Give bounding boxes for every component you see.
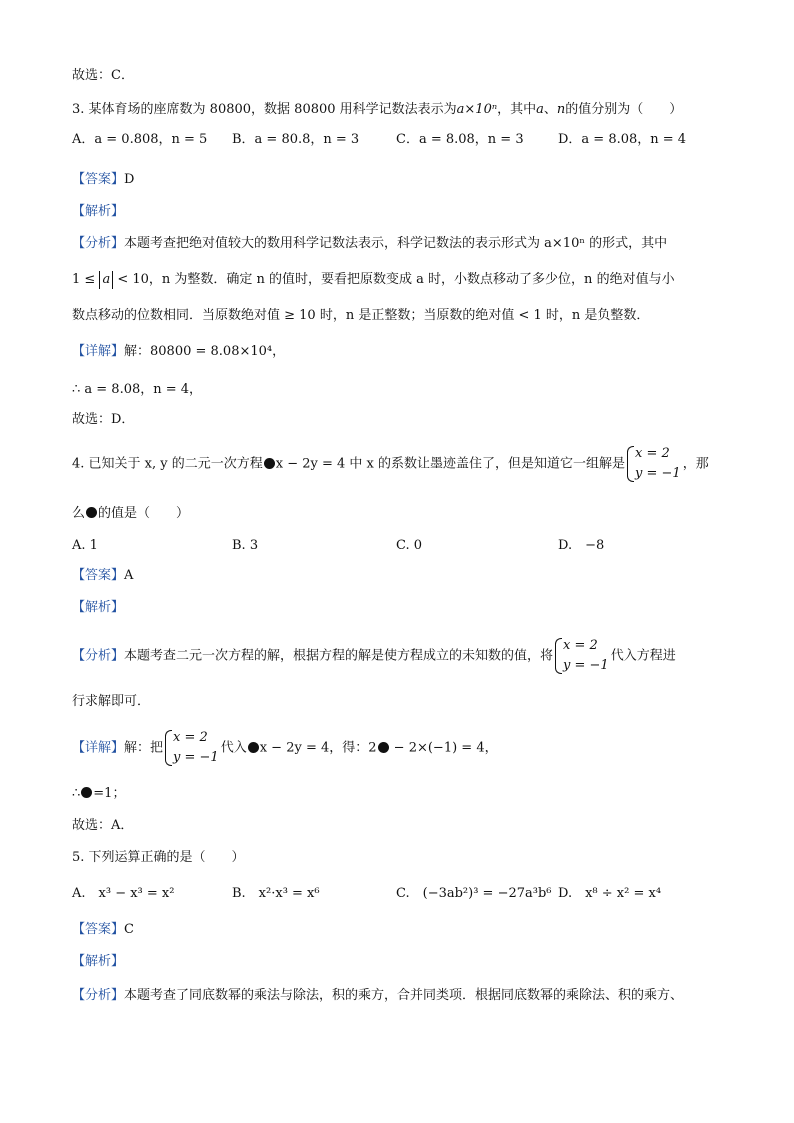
analysis-line: 数点移动的位数相同．当原数绝对值 ≥ 10 时，n 是正整数；当原数的绝对值 < 1 时，n 是负整数． (72, 308, 650, 323)
ink-blot-icon (264, 458, 275, 469)
question-4-cont: 么 的值是（ ） (72, 506, 190, 521)
detail-line: ∴ =1； (72, 786, 126, 801)
option-a: A. x³ − x³ = x² (72, 886, 175, 901)
analysis-line: 【分析】本题考查二元一次方程的解，根据方程的解是使方程成立的未知数的值，将 x = 2 y = −1 代入方程进 (72, 636, 676, 676)
analysis-line: 【分析】本题考查了同底数幂的乘法与除法，积的乘方，合并同类项．根据同底数幂的乘除法、积的乘方、 (72, 988, 684, 1003)
equation-system: x = 2 y = −1 (627, 444, 681, 484)
option-b: B. 3 (232, 538, 259, 553)
ink-blot-icon (248, 742, 259, 753)
answer-line: 【答案】D (72, 172, 135, 187)
absolute-value: a (99, 271, 113, 289)
equation-system: x = 2 y = −1 (555, 636, 609, 676)
option-c: C．a = 8.08，n = 3 (396, 132, 524, 147)
option-a: A．a = 0.808，n = 5 (72, 132, 208, 147)
choice-line: 故选：D． (72, 412, 135, 427)
option-d: D．a = 8.08，n = 4 (558, 132, 687, 147)
ink-blot-icon (86, 507, 97, 518)
option-b: B. x²·x³ = x⁶ (232, 886, 320, 901)
analysis-heading: 【解析】 (72, 204, 125, 219)
text-line: 故选：C． (72, 68, 134, 83)
equation-system: x = 2 y = −1 (165, 728, 219, 768)
detail-line: ∴ a = 8.08，n = 4， (72, 382, 203, 397)
option-a: A. 1 (72, 538, 98, 553)
analysis-line: 行求解即可． (72, 694, 151, 709)
analysis-line: 【分析】本题考查把绝对值较大的数用科学记数法表示，科学记数法的表示形式为 a×10ⁿ 的形式，其中 (72, 236, 668, 251)
choice-line: 故选：A． (72, 818, 134, 833)
option-c: C. 0 (396, 538, 423, 553)
option-d: D. x⁸ ÷ x² = x⁴ (558, 886, 662, 901)
answer-line: 【答案】C (72, 922, 134, 937)
analysis-heading: 【解析】 (72, 954, 125, 969)
question-3: 3. 某体育场的座席数为 80800，数据 80800 用科学记数法表示为a×10ⁿ，其中a、n的值分别为（ ） (72, 102, 683, 117)
detail-line: 【详解】解：80800 = 8.08×10⁴， (72, 344, 286, 359)
question-5: 5. 下列运算正确的是（ ） (72, 850, 245, 865)
question-4: 4. 已知关于 x, y 的二元一次方程 x − 2y = 4 中 x 的系数让墨迹盖住了，但是知道它一组解是 x = 2 y = −1 ，那 (72, 444, 709, 484)
analysis-heading: 【解析】 (72, 600, 125, 615)
option-b: B．a = 80.8，n = 3 (232, 132, 360, 147)
ink-blot-icon (378, 742, 389, 753)
option-d: D. −8 (558, 538, 605, 553)
ink-blot-icon (81, 787, 92, 798)
answer-line: 【答案】A (72, 568, 134, 583)
detail-line: 【详解】解：把 x = 2 y = −1 代入 x − 2y = 4，得：2 − 2×(−1) = 4， (72, 728, 498, 768)
analysis-line: 1 ≤ a < 10，n 为整数．确定 n 的值时，要看把原数变成 a 时，小数点移动了多少位，n 的绝对值与小 (72, 272, 675, 287)
option-c: C. (−3ab²)³ = −27a³b⁶ (396, 886, 552, 901)
